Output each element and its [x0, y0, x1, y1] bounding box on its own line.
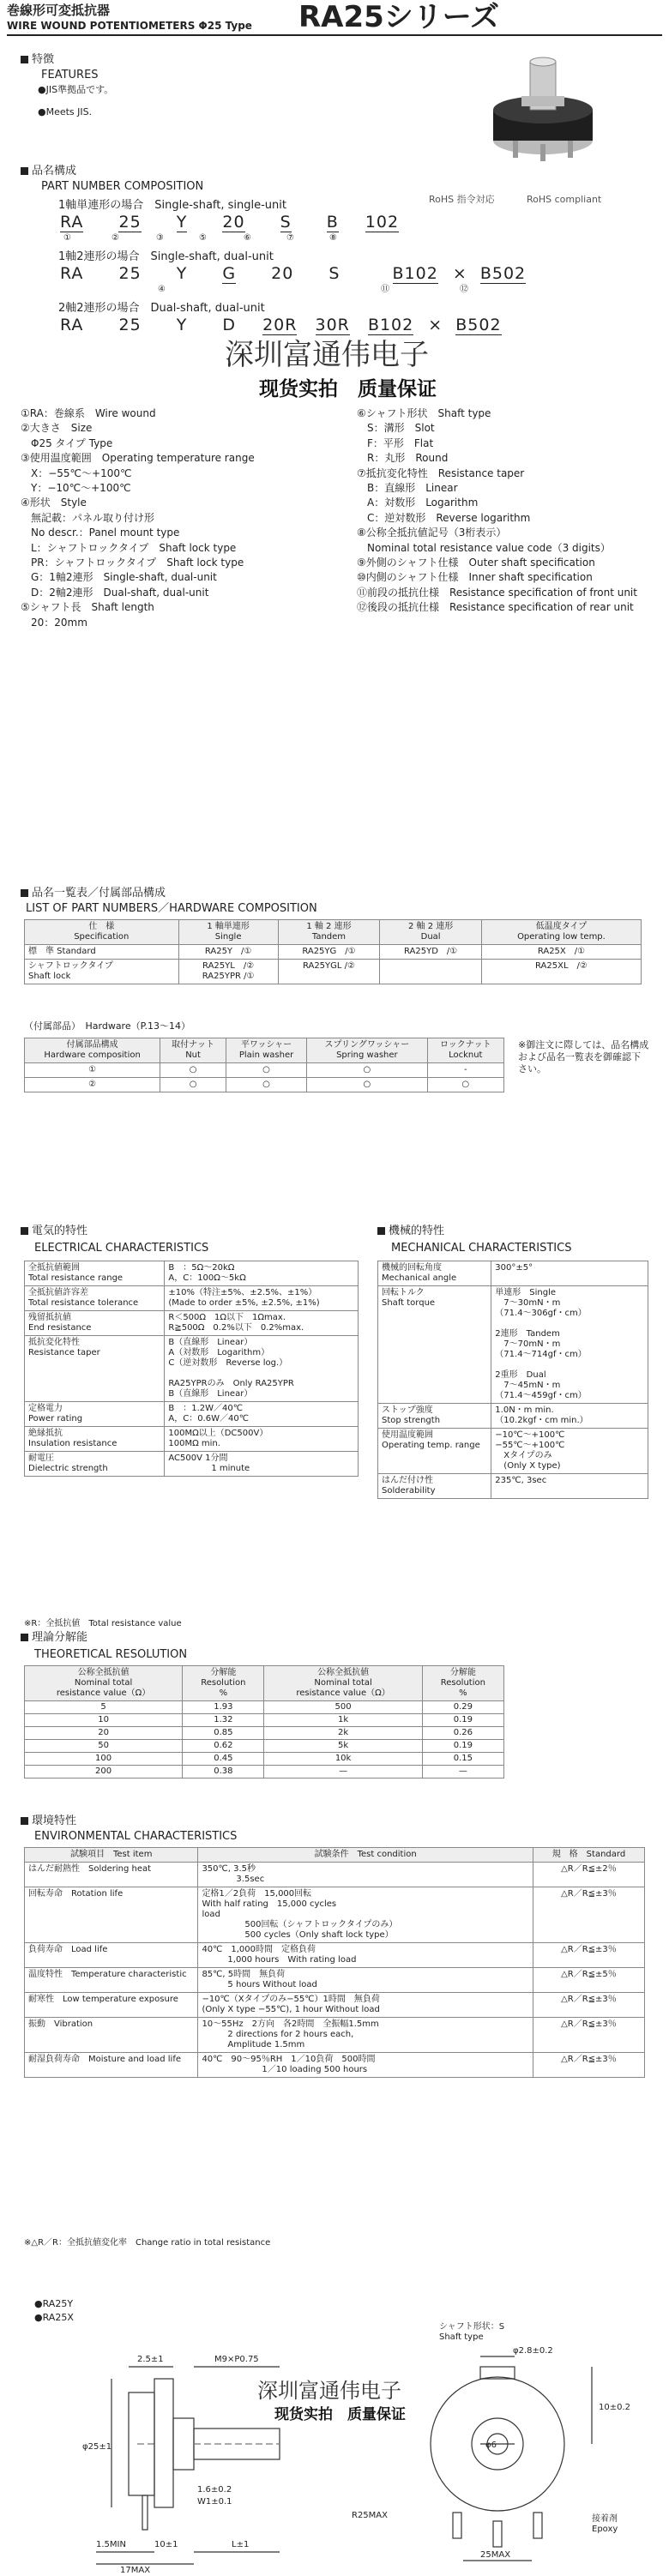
- hw-caption: （付属部品） Hardware（P.13〜14）: [24, 1020, 191, 1032]
- env-standard: △R／R≦±3％: [533, 1993, 644, 2018]
- electrical-label: 抵抗変化特性 Resistance taper: [25, 1336, 165, 1402]
- title-en: WIRE WOUND POTENTIOMETERS Φ25 Type: [7, 20, 252, 32]
- table-cell: [380, 960, 482, 984]
- dim-d7: W1±0.1: [197, 2497, 232, 2507]
- legend-right-item: ⑪前段の抵抗仕様 Resistance specification of front unit: [357, 586, 637, 599]
- table-row: [25, 1887, 645, 1943]
- mechanical-label: 使用温度範囲 Operating temp. range: [378, 1429, 491, 1474]
- table-cell: シャフトロックタイプ Shaft lock: [25, 960, 179, 984]
- dim-epoxy-1: 接着剤: [592, 2514, 618, 2524]
- electrical-value: ±10%（特注±5%、±2.5%、±1%） (Made to order ±5%, ±2.5%, ±1%): [165, 1286, 359, 1311]
- env-item: 負荷寿命 Load life: [25, 1943, 198, 1968]
- pn-dual2-row: RA 25 Y D 20R 30R B102 × B502: [60, 316, 502, 334]
- list-heading-en: LIST OF PART NUMBERS／HARDWARE COMPOSITION: [26, 902, 317, 915]
- electrical-label: 全抵抗値範囲 Total resistance range: [25, 1261, 165, 1286]
- env-standard: △R／R≦±3％: [533, 1943, 644, 1968]
- dim-d3: φ2.8±0.2: [513, 2346, 553, 2356]
- env-item: 耐湿負荷寿命 Moisture and load life: [25, 2053, 198, 2078]
- env-condition: 85℃, 5時間 無負荷 5 hours Without load: [198, 1968, 533, 1993]
- table-cell: 10k: [264, 1753, 422, 1766]
- env-standard: △R／R≦±5％: [533, 1968, 644, 1993]
- mechanical-value: 1.0N・m min. （10.2kgf・cm min.）: [491, 1404, 648, 1429]
- dim-d4: 10±0.2: [599, 2403, 631, 2412]
- hw-header-cell: 付属部品構成 Hardware composition: [25, 1038, 160, 1063]
- table-cell: ○: [160, 1063, 226, 1078]
- dim-d9: 1.5MIN: [96, 2540, 126, 2549]
- table-cell: —: [264, 1766, 422, 1779]
- watermark-slogan-2: 现货实拍 质量保证: [274, 2406, 406, 2423]
- series-title: RA25シリーズ: [298, 0, 500, 34]
- electrical-label: 全抵抗値許容差 Total resistance tolerance: [25, 1286, 165, 1311]
- table-cell: 0.85: [183, 1727, 264, 1740]
- legend-left-item: No descr.：Panel mount type: [21, 527, 180, 539]
- env-standard: △R／R≦±3％: [533, 1887, 644, 1943]
- list-header-cell: 低温度タイプ Operating low temp.: [481, 920, 641, 945]
- table-row: [25, 1336, 359, 1402]
- dim-epoxy-2: Epoxy: [592, 2525, 618, 2534]
- hw-header-cell: 取付ナット Nut: [160, 1038, 226, 1063]
- legend-left-item: 無記載：パネル取り付け形: [21, 511, 155, 524]
- env-condition: 定格1／2負荷 15,000回転 With half rating 15,000 cycles load 500回転（シャフトロックタイプのみ） 500 cycles（Only shaft lock type）: [198, 1887, 533, 1943]
- electrical-label: 定格電力 Power rating: [25, 1402, 165, 1427]
- table-cell: ○: [226, 1063, 306, 1078]
- list-header-cell: 2 軸 2 連形 Dual: [380, 920, 482, 945]
- dim-d5: φ25±1: [82, 2442, 112, 2452]
- electrical-value: B（直線形 Linear） A（対数形 Logarithm） C（逆対数形 Reverse log.） RA25YPRのみ Only RA25YPR B（直線形 Linear）: [165, 1336, 359, 1402]
- dim-d14: φ6: [485, 2441, 497, 2450]
- table-cell: ②: [25, 1078, 160, 1092]
- watermark-slogan: 现货实拍 质量保证: [259, 378, 437, 400]
- env-header-cell: 試験条件 Test condition: [198, 1848, 533, 1863]
- table-cell: 20: [25, 1727, 183, 1740]
- dimension-drawing: [0, 2341, 669, 2573]
- table-cell: 1.32: [183, 1714, 264, 1727]
- theo-header-cell: 分解能 Resolution %: [183, 1666, 264, 1701]
- dim-d1: 2.5±1: [137, 2355, 164, 2364]
- table-row: [25, 1753, 504, 1766]
- env-condition: −10℃（Xタイプのみ−55℃）1時間 無負荷 (Only X type −55℃), 1 hour Without load: [198, 1993, 533, 2018]
- env-item: はんだ耐熱性 Soldering heat: [25, 1863, 198, 1887]
- pn-num: ⑪: [381, 285, 389, 294]
- table-cell: 50: [25, 1740, 183, 1753]
- watermark-company-2: 深圳富通伟电子: [257, 2379, 401, 2403]
- features-heading-jp: 特徴: [21, 53, 54, 67]
- pn-num: ②: [112, 233, 119, 243]
- legend-left-item: ④形状 Style: [21, 497, 87, 509]
- pn-num: ⑫: [460, 285, 468, 294]
- table-cell: 500: [264, 1701, 422, 1714]
- table-row: [25, 1740, 504, 1753]
- electrical-table: [24, 1261, 359, 1477]
- legend-left-item: X：−55℃〜+100℃: [21, 466, 132, 479]
- legend-right-item: C：逆対数形 Reverse logarithm: [357, 511, 531, 524]
- table-row: [25, 1286, 359, 1311]
- table-cell: 5k: [264, 1740, 422, 1753]
- table-cell: ○: [160, 1078, 226, 1092]
- electrical-label: 残留抵抗値 End resistance: [25, 1311, 165, 1336]
- theo-header-cell: 公称全抵抗値 Nominal total resistance value（Ω）: [25, 1666, 183, 1701]
- rohs-en: RoHS compliant: [527, 194, 602, 205]
- electrical-label: 耐電圧 Dielectric strength: [25, 1452, 165, 1477]
- table-row: [25, 1452, 359, 1477]
- table-row: [25, 945, 642, 960]
- env-item: 耐寒性 Low temperature exposure: [25, 1993, 198, 2018]
- mechanical-value: 300°±5°: [491, 1261, 648, 1286]
- table-cell: RA25YD /①: [380, 945, 482, 960]
- electrical-value: B ：5Ω〜20kΩ A，C：100Ω〜5kΩ: [165, 1261, 359, 1286]
- table-cell: -: [427, 1063, 503, 1078]
- list-header-cell: 1 軸 2 連形 Tandem: [278, 920, 380, 945]
- legend-right-item: Nominal total resistance value code（3 digits）: [357, 541, 611, 554]
- table-row: [378, 1286, 648, 1404]
- dim-d8: R25MAX: [352, 2511, 388, 2520]
- legend-left-item: ②大きさ Size: [21, 422, 93, 435]
- env-item: 回転寿命 Rotation life: [25, 1887, 198, 1943]
- env-standard: △R／R≦±2％: [533, 1863, 644, 1887]
- legend-right-item: ⑧公称全抵抗値記号（3桁表示）: [357, 527, 507, 539]
- legend-left: [21, 406, 255, 630]
- table-cell: RA25YG /①: [278, 945, 380, 960]
- legend-right-item: ⑨外側のシャフト仕様 Outer shaft specification: [357, 557, 595, 569]
- table-row: [378, 1404, 648, 1429]
- legend-left-item: PR：シャフトロックタイプ Shaft lock type: [21, 557, 244, 569]
- legend-left-item: Y：−10℃〜+100℃: [21, 482, 131, 495]
- legend-right-item: ⑦抵抗変化特性 Resistance taper: [357, 466, 525, 479]
- theoretical-heading-jp: 理論分解能: [21, 1631, 87, 1645]
- model-ra25x: ●RA25X: [34, 2312, 74, 2323]
- pn-num: ④: [158, 285, 166, 294]
- watermark-company: 深圳富通伟电子: [225, 338, 429, 372]
- table-row: [378, 1474, 648, 1499]
- legend-left-item: L：シャフトロックタイプ Shaft lock type: [21, 541, 237, 554]
- pn-num: ③: [156, 233, 164, 243]
- mechanical-value: 単連形 Single 7〜30mN・m （71.4〜306gf・cm） 2連形 Tandem 7〜70mN・m （71.4〜714gf・cm） 2重形 Dual 7〜45mN・m （71.4〜459gf・cm）: [491, 1286, 648, 1404]
- list-header-cell: 仕 様 Specification: [25, 920, 179, 945]
- table-row: [25, 1402, 359, 1427]
- env-item: 温度特性 Temperature characteristic: [25, 1968, 198, 1993]
- theo-header-cell: 公称全抵抗値 Nominal total resistance value（Ω）: [264, 1666, 422, 1701]
- legend-left-item: 20：20mm: [21, 616, 87, 629]
- table-cell: 0.45: [183, 1753, 264, 1766]
- list-parts-table: [24, 919, 642, 984]
- electrical-value: AC500V 1分間 1 minute: [165, 1452, 359, 1477]
- legend-left-item: ①RA：巻線系 Wire wound: [21, 407, 156, 419]
- features-item-en: ●Meets JIS.: [38, 106, 93, 117]
- table-cell: 1.93: [183, 1701, 264, 1714]
- table-cell: 0.15: [422, 1753, 503, 1766]
- mechanical-label: ストップ強度 Stop strength: [378, 1404, 491, 1429]
- table-row: [25, 2053, 645, 2078]
- mechanical-label: 回転トルク Shaft torque: [378, 1286, 491, 1404]
- legend-left-item: D：2軸2連形 Dual-shaft, dual-unit: [21, 586, 209, 599]
- table-cell: 100: [25, 1753, 183, 1766]
- env-header-cell: 規 格 Standard: [533, 1848, 644, 1863]
- table-row: [378, 1429, 648, 1474]
- electrical-value: R＜500Ω 1Ω以下 1Ωmax. R≧500Ω 0.2%以下 0.2%max.: [165, 1311, 359, 1336]
- list-header-cell: 1 軸単連形 Single: [178, 920, 278, 945]
- order-note: ※御注文に際しては、品名構成 および品名一覧表を御確認下 さい。: [518, 1039, 649, 1074]
- table-row: [25, 1427, 359, 1452]
- legend-left-item: ③使用温度範囲 Operating temperature range: [21, 452, 255, 465]
- table-cell: 0.26: [422, 1727, 503, 1740]
- hw-header-cell: スプリングワッシャー Spring washer: [307, 1038, 427, 1063]
- environmental-heading-jp: 環境特性: [21, 1815, 76, 1828]
- table-row: [25, 1993, 645, 2018]
- pn-heading-en: PART NUMBER COMPOSITION: [41, 180, 204, 193]
- pn-num: ①: [63, 233, 71, 243]
- hardware-table: [24, 1038, 504, 1092]
- table-row: [25, 1078, 504, 1092]
- table-cell: RA25YL /② RA25YPR /①: [178, 960, 278, 984]
- legend-right-item: S：溝形 Slot: [357, 422, 435, 435]
- theoretical-heading-en: THEORETICAL RESOLUTION: [34, 1648, 188, 1661]
- table-cell: 10: [25, 1714, 183, 1727]
- dim-d12: L±1: [232, 2540, 250, 2549]
- shaft-type-label: シャフト形状：S Shaft type: [439, 2322, 505, 2342]
- features-item-jp: ●JIS準拠品です。: [38, 84, 114, 95]
- table-cell: 0.38: [183, 1766, 264, 1779]
- pn-dual2-label: 2軸2連形の場合 Dual-shaft, dual-unit: [58, 302, 265, 315]
- table-row: [378, 1261, 648, 1286]
- environmental-heading-en: ENVIRONMENTAL CHARACTERISTICS: [34, 1830, 238, 1843]
- pn-num: ⑥: [244, 233, 251, 243]
- table-cell: 0.19: [422, 1740, 503, 1753]
- electrical-value: B ：1.2W／40℃ A，C：0.6W／40℃: [165, 1402, 359, 1427]
- product-photo: [470, 45, 616, 165]
- dim-d10: 10±1: [154, 2540, 178, 2549]
- table-cell: 0.29: [422, 1701, 503, 1714]
- hw-header-cell: ロックナット Locknut: [427, 1038, 503, 1063]
- pn-single-row: RA 25 Y 20 S B 102: [60, 213, 400, 232]
- mechanical-heading-jp: 機械的特性: [377, 1225, 444, 1238]
- table-row: [25, 1943, 645, 1968]
- electrical-heading-en: ELECTRICAL CHARACTERISTICS: [34, 1242, 209, 1255]
- table-cell: 0.19: [422, 1714, 503, 1727]
- table-row: [25, 2018, 645, 2053]
- electrical-value: 100MΩ以上（DC500V） 100MΩ min.: [165, 1427, 359, 1452]
- model-ra25y: ●RA25Y: [34, 2298, 74, 2309]
- env-item: 振動 Vibration: [25, 2018, 198, 2053]
- environmental-table: [24, 1847, 645, 2078]
- table-row: [25, 1968, 645, 1993]
- pn-num: ⑧: [329, 233, 337, 243]
- table-row: [25, 1766, 504, 1779]
- legend-right-item: F：平形 Flat: [357, 436, 434, 449]
- theoretical-table: [24, 1665, 504, 1779]
- table-cell: RA25XL /②: [481, 960, 641, 984]
- table-row: [25, 1863, 645, 1887]
- pn-dual1-label: 1軸2連形の場合 Single-shaft, dual-unit: [58, 250, 274, 263]
- table-cell: ○: [427, 1078, 503, 1092]
- title-jp: 巻線形可変抵抗器: [7, 3, 111, 18]
- mechanical-label: 機械的回転角度 Mechanical angle: [378, 1261, 491, 1286]
- legend-right-item: ⑩内側のシャフト仕様 Inner shaft specification: [357, 571, 593, 584]
- env-header-cell: 試験項目 Test item: [25, 1848, 198, 1863]
- table-row: [25, 1727, 504, 1740]
- theo-header-cell: 分解能 Resolution %: [422, 1666, 503, 1701]
- legend-left-item: G：1軸2連形 Single-shaft, dual-unit: [21, 571, 217, 584]
- table-cell: ①: [25, 1063, 160, 1078]
- dim-d2: M9×P0.75: [214, 2355, 259, 2364]
- env-condition: 350℃, 3.5秒 3.5sec: [198, 1863, 533, 1887]
- pn-heading-jp: 品名構成: [21, 165, 76, 178]
- electrical-label: 絶縁抵抗 Insulation resistance: [25, 1427, 165, 1452]
- legend-right-item: A：対数形 Logarithm: [357, 497, 479, 509]
- table-cell: 0.62: [183, 1740, 264, 1753]
- table-cell: RA25Y /①: [178, 945, 278, 960]
- legend-left-item: Φ25 タイプ Type: [21, 436, 113, 449]
- legend-right-item: R：丸形 Round: [357, 452, 449, 465]
- table-cell: ○: [226, 1078, 306, 1092]
- mechanical-value: 235℃, 3sec: [491, 1474, 648, 1499]
- dim-d11: 17MAX: [120, 2566, 151, 2573]
- table-row: [25, 1701, 504, 1714]
- table-row: [25, 1311, 359, 1336]
- environmental-note: ※△R／R：全抵抗値変化率 Change ratio in total resistance: [24, 2238, 271, 2248]
- pn-num: ⑤: [199, 233, 207, 243]
- table-cell: RA25YGL /②: [278, 960, 380, 984]
- table-cell: ○: [307, 1063, 427, 1078]
- table-cell: RA25X /①: [481, 945, 641, 960]
- hw-header-cell: 平ワッシャー Plain washer: [226, 1038, 306, 1063]
- table-cell: ○: [307, 1078, 427, 1092]
- table-row: [25, 960, 642, 984]
- env-condition: 40℃ 1,000時間 定格負荷 1,000 hours With rating load: [198, 1943, 533, 1968]
- rohs-jp: RoHS 指令対応: [429, 194, 495, 205]
- list-heading-jp: 品名一覧表／付属部品構成: [21, 887, 166, 900]
- table-cell: 200: [25, 1766, 183, 1779]
- legend-right-item: B：直線形 Linear: [357, 482, 458, 495]
- legend-right-item: ⑫後段の抵抗仕様 Resistance specification of rear unit: [357, 601, 634, 614]
- env-condition: 40℃ 90〜95％RH 1／10負荷 500時間 1／10 loading 500 hours: [198, 2053, 533, 2078]
- legend-right-item: ⑥シャフト形状 Shaft type: [357, 407, 491, 419]
- mechanical-label: はんだ付け性 Solderability: [378, 1474, 491, 1499]
- table-cell: 5: [25, 1701, 183, 1714]
- electrical-heading-jp: 電気的特性: [21, 1225, 87, 1238]
- table-cell: 2k: [264, 1727, 422, 1740]
- table-cell: —: [422, 1766, 503, 1779]
- table-row: [25, 1063, 504, 1078]
- dim-d13: 25MAX: [480, 2550, 511, 2560]
- pn-num: ⑦: [286, 233, 294, 243]
- table-cell: 標 準 Standard: [25, 945, 179, 960]
- pn-dual1-row: RA 25 Y G 20 S B102 × B502: [60, 264, 527, 283]
- electrical-note: ※R：全抵抗値 Total resistance value: [24, 1619, 182, 1628]
- header-rule: [7, 34, 662, 36]
- env-condition: 10〜55Hz 2方向 各2時間 全振幅1.5mm 2 directions for 2 hours each, Amplitude 1.5mm: [198, 2018, 533, 2053]
- env-standard: △R／R≦±3％: [533, 2053, 644, 2078]
- table-cell: 1k: [264, 1714, 422, 1727]
- env-standard: △R／R≦±3％: [533, 2018, 644, 2053]
- legend-right: [357, 406, 637, 616]
- mechanical-table: [377, 1261, 648, 1499]
- mechanical-heading-en: MECHANICAL CHARACTERISTICS: [391, 1242, 572, 1255]
- legend-left-item: ⑤シャフト長 Shaft length: [21, 601, 154, 614]
- mechanical-value: −10℃〜+100℃ −55℃〜+100℃ Xタイプのみ (Only X type): [491, 1429, 648, 1474]
- table-row: [25, 1714, 504, 1727]
- features-heading-en: FEATURES: [41, 69, 99, 81]
- pn-single-label: 1軸単連形の場合 Single-shaft, single-unit: [58, 199, 286, 212]
- dim-d6: 1.6±0.2: [197, 2485, 232, 2495]
- table-row: [25, 1261, 359, 1286]
